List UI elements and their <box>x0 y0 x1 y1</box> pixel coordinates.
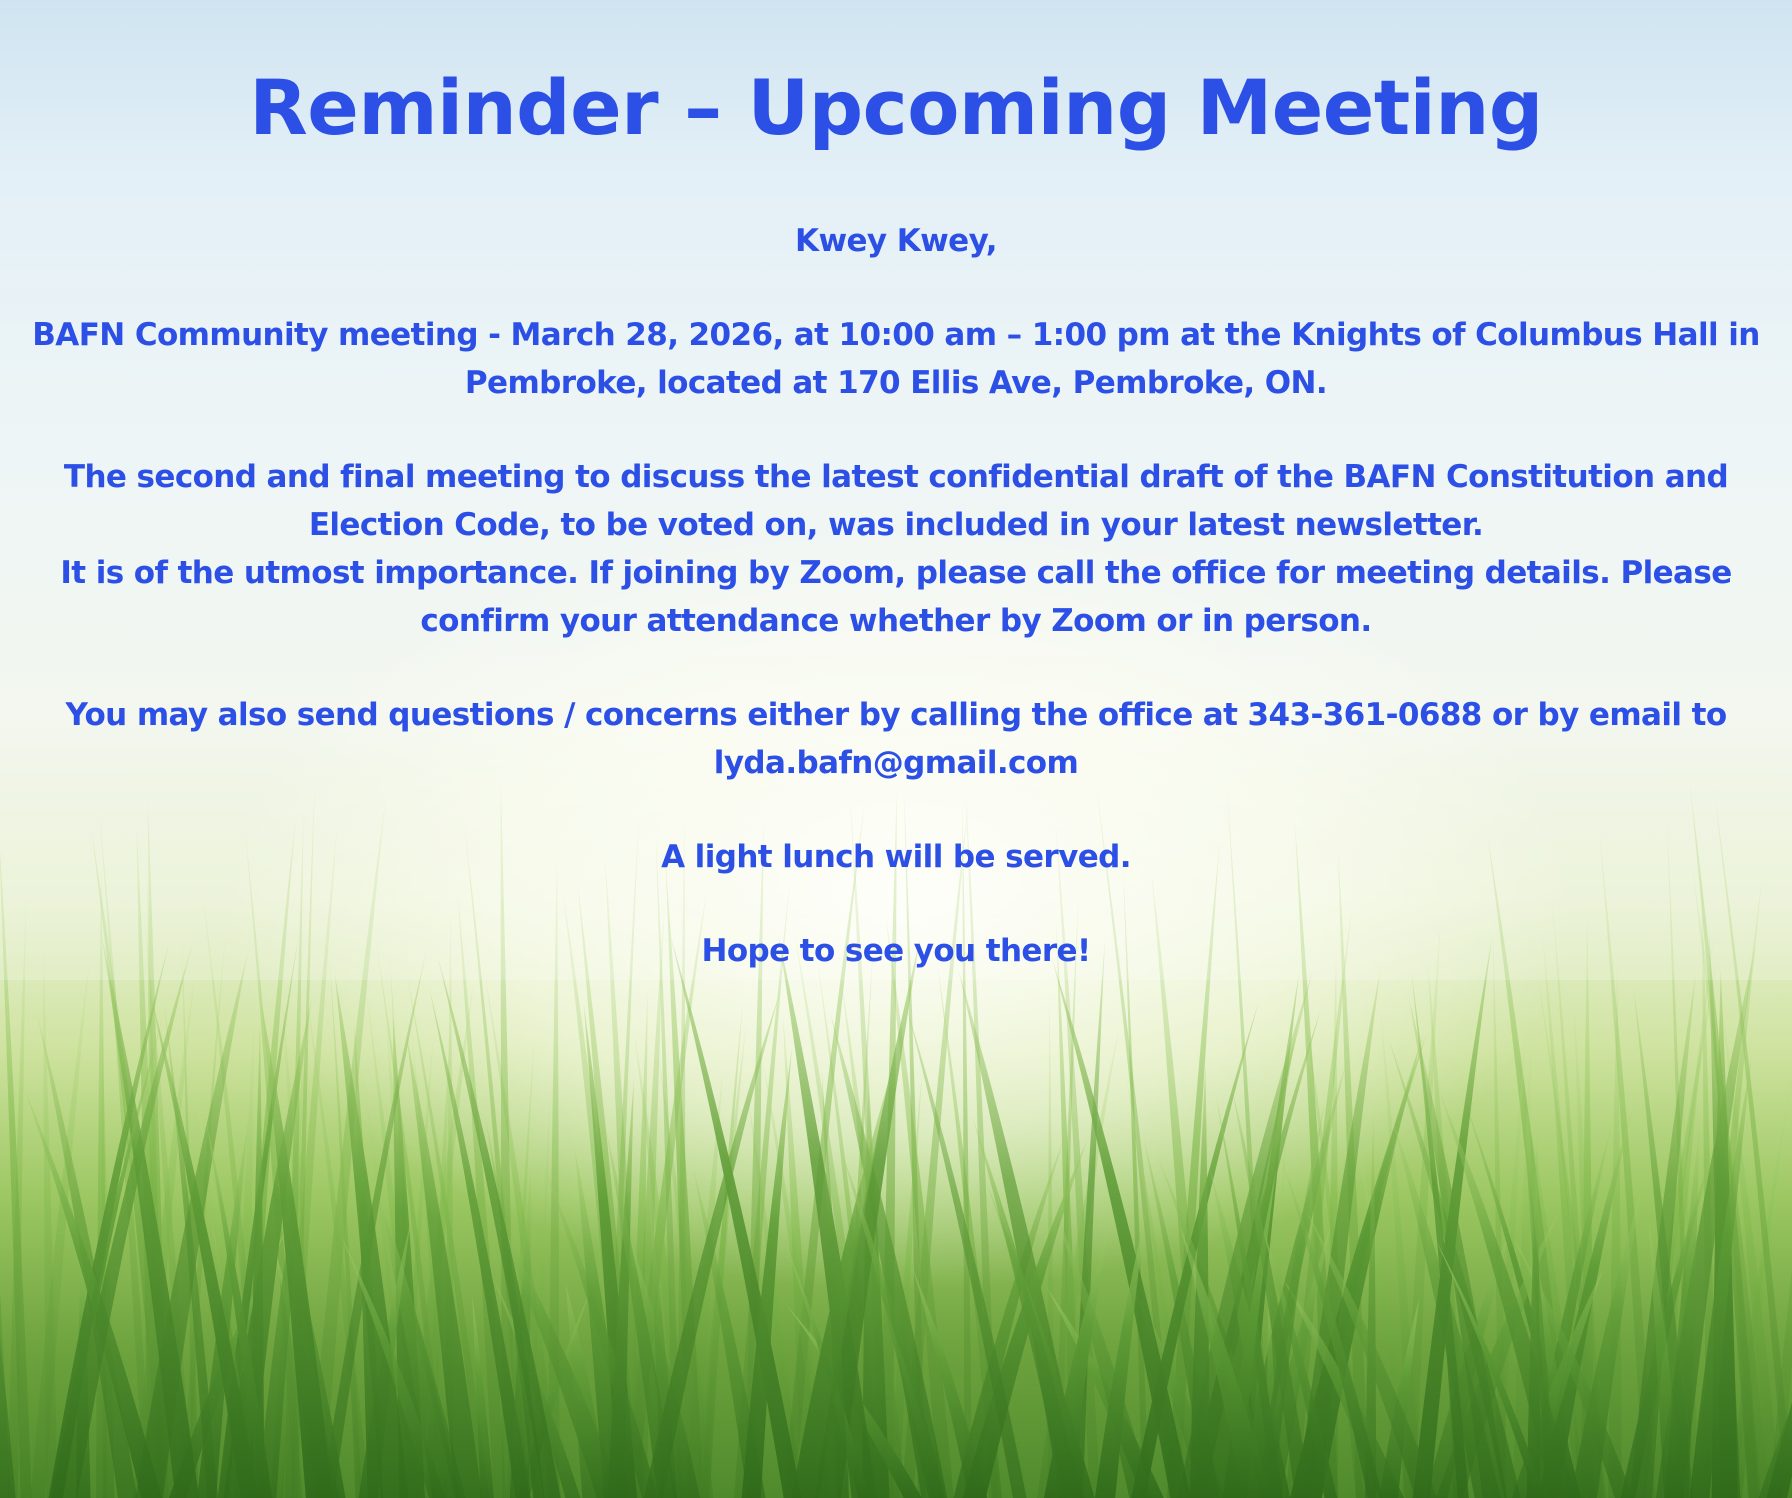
meeting-details-line-2: Pembroke, located at 170 Ellis Ave, Pembroke, ON. <box>464 365 1328 401</box>
contact-line-1: You may also send questions / concerns either by calling the office at 343-361-0688 or by email to <box>65 697 1727 733</box>
purpose-line-4: confirm your attendance whether by Zoom or in person. <box>420 603 1372 639</box>
poster-title: Reminder – Upcoming Meeting <box>249 63 1543 152</box>
greeting-text: Kwey Kwey, <box>795 223 997 259</box>
purpose-line-1: The second and final meeting to discuss the latest confidential draft of the BAFN Constitution and <box>63 459 1729 495</box>
grass-blade <box>1608 957 1622 1498</box>
purpose-line-3: It is of the utmost importance. If joining by Zoom, please call the office for meeting details. Please <box>60 555 1732 591</box>
meeting-details-line-1: BAFN Community meeting - March 28, 2026, at 10:00 am – 1:00 pm at the Knights of Columbus Hall in <box>32 317 1760 353</box>
purpose-line-2: Election Code, to be voted on, was included in your latest newsletter. <box>308 507 1484 543</box>
closing-text: Hope to see you there! <box>701 933 1091 969</box>
lunch-note: A light lunch will be served. <box>661 839 1131 875</box>
contact-email[interactable]: lyda.bafn@gmail.com <box>713 745 1079 781</box>
